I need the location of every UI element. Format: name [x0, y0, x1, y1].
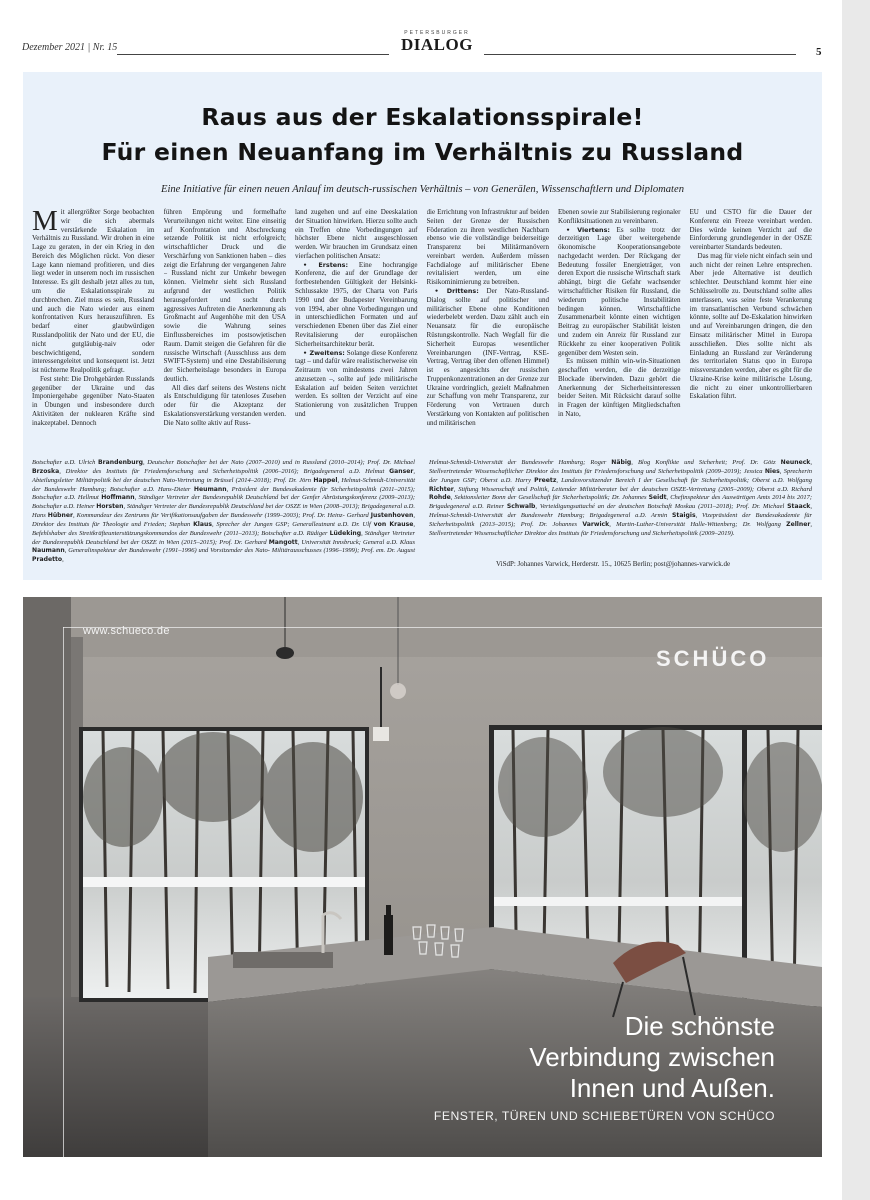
headline-line-2: Für einen Neuanfang im Verhältnis zu Russland — [101, 138, 744, 166]
slogan-line-1: Die schönste — [624, 1011, 775, 1041]
schueco-logo: SCHÜCO — [656, 646, 770, 671]
signatory-text: , Abteilungsleiter Militärpolitik bei der deutschen Nato-Vertretung in Brüssel (2014–2018); Prof. Dr. Jörn — [32, 467, 415, 484]
signatory-surname: Rohde — [429, 494, 451, 502]
issue-label: Dezember 2021 | Nr. 15 — [22, 42, 118, 53]
signatory-surname: Horsten — [96, 503, 124, 511]
signatory-text: , Ständiger Vertreter der Bundesrepublik Deutschland bei der Genfer Abrüstungskonferenz (2009–2013); Botschafter a.D. Heiner — [32, 494, 415, 511]
article-column-6 — [690, 208, 813, 455]
signatory-surname: Nies — [764, 467, 780, 475]
paragraph: • Drittens: Der Nato-Russland-Dialog sollte auf politischer und militärischer Ebene ohne Konditionen wiederbelebt werden. Dazu zählt auch ein Neuansatz für die europäische Rüstungskontrolle. Nach Wegfall für die Sicherheit Europas wesentlicher Vereinbarungen (INF-Vertrag, KSE-Vertrag, Vertrag über den offenen Himmel) ist es angesichts der russischen Truppenkonzentrationen an der Grenze zur Ukraine vordringlich, gezielt Maßnahmen zur Schaffung von mehr Transparenz, zur Förderung von Vertrauen durch Verstärkung von Kontakten auf politischen und militärischen — [426, 287, 549, 427]
signatory-surname: Zellner — [786, 520, 811, 528]
signatory-text: , Direktor des Instituts für Theologie und Frieden; Stephan — [32, 512, 415, 528]
paragraph: • Viertens: Es sollte trotz der derzeitigen Lage über weitergehende ökonomische Kooperationsangebote nachgedacht werden. Der Rückgang der Bedeutung fossiler Energieträger, von deren Export die russische Wirtschaft stark abhängt, birgt die Gefahr wachsender wirtschaftlicher Risiken für Russland, die wiederum politische Instabilitäten bedingen können. Wirtschaftliche Zusammenarbeit könnte einen wichtigen Beitrag zu europäischer Stabilität leisten und zudem ein Anreiz für Russland zur Rückkehr zu einer kooperativen Politik gegenüber dem Westen sein. — [558, 225, 681, 357]
signatory-text: , Landesvorsitzender Bereich I der Gesellschaft für Sicherheitspolitik; Oberst a.D. Wolfgang — [556, 476, 812, 484]
paragraph: EU und CSTO für die Dauer der Konferenz ein Freeze vereinbart werden. Dies würde keinen Verzicht auf die Einforderung grundlegender in der OSZE vereinbarter Standards bedeuten. — [689, 208, 812, 252]
signatory-surname: Naumann — [32, 547, 65, 555]
signatories-column-right — [429, 459, 812, 565]
ad-website-url[interactable]: www.schueco.de — [83, 625, 170, 637]
signatory-text: , Ständiger Vertreter der Bundesrepublik Deutschland bei der OSZE in Wien (2015–2015); Prof. Dr. Gerhard — [32, 529, 415, 546]
signatory-text: , Kommandeur des Zentrums für Verifikationsaufgaben der Bundeswehr (1999–2003); Prof. Dr. Heinz- Gerhard — [73, 512, 371, 520]
article-box — [23, 72, 822, 580]
slogan-line-2: Verbindung zwischen — [529, 1042, 775, 1072]
signatory-text: , Vizepräsident der Bundesakademie für Sicherheitspolitik (2013–2015); Prof. Dr. Johannes — [429, 512, 812, 528]
signatory-surname: von Krause — [373, 520, 414, 528]
signatory-surname: Richter — [429, 485, 454, 493]
signatory-text: , Verteidigungsattaché an der deutschen Botschaft Moskau (2011–2018); Prof. Dr. Michael — [535, 503, 788, 511]
article-column-4 — [427, 208, 550, 455]
signatory-surname: Justenhoven — [370, 512, 414, 520]
article-dek: Eine Initiative für einen neuen Anlauf im deutsch-russischen Verhältnis – von Generälen, Wissenschaftlern und Diplomaten — [160, 184, 685, 195]
masthead-title: DIALOG — [401, 35, 473, 54]
signatory-text: , Stellvertretender Wissenschaftlicher Direktor des Instituts für Friedensforschung und Sicherheitspolitik (2009–2019). — [429, 520, 813, 537]
signatory-text: , Präsident der Bundesakademie für Sicherheitspolitik (2011–2015); Botschafter a.D. Hellmut — [32, 485, 415, 502]
signatories — [32, 459, 812, 565]
paragraph: land zugehen und auf eine Deeskalation der Situation hinwirken. Hierzu sollte auch ein Treffen ohne Vorbedingungen auf höchster Ebene nicht ausgeschlossen werden. Wir brauchen im Grundsatz einen vierfachen politischen Ansatz: — [295, 208, 418, 260]
signatory-surname: Happel — [313, 476, 338, 484]
signatory-surname: Näbig — [611, 459, 632, 466]
paragraph: • Erstens: Eine hochrangige Konferenz, die auf der Grundlage der fortbestehenden Gültigkeit der Helsinki-Schlussakte 1975, der Charta von Paris 1990 und der Budapester Vereinbarung von 1994, aber ohne Vorbedingungen und in unterschiedlichen Formaten und auf verschiedenen Ebenen über das Ziel einer Revitalisierung der europäischen Sicherheitsarchitektur berät. — [295, 260, 418, 348]
page-edge — [842, 0, 870, 1200]
header-rule-right — [484, 54, 796, 55]
signatory-surname: Brzoska — [32, 467, 60, 475]
signatory-text: , Ständiger Vertreter der Bundesrepublik Deutschland bei der OSZE in Wien (2008–2013); Brigadegeneral a.D. Hans — [32, 503, 415, 520]
article-column-1 — [32, 208, 155, 455]
signatory-text: , Deutscher Botschafter bei der Nato (2007–2010) und in Russland (2010–2014); Prof. Dr. Michael — [143, 459, 415, 466]
paragraph: führen Empörung und formelhafte Verurteilungen nicht weiter. Eine einseitig auf Konfrontation und Abschreckung setzende Politik ist nicht erfolgreich; wirtschaftlicher Druck und die Verschärfung von Sanktionen haben – dies zeigt die Erfahrung der vergangenen Jahre – Russland nicht zur Umkehr bewegen können. Vielmehr sieht sich Russland aufgrund der westlichen Politik herausgefordert und sucht durch aggressives Auftreten die Anerkennung als Großmacht auf Augenhöhe mit den USA sowie die Wahrung seines Einflussbereiches im postsowjetischen Raum. Damit steigen die Gefahren für die russische Wirtschaft (Ausschluss aus dem SWIFT-System) und eine Destabilisierung der Sicherheitslage besonders in Europa deutlich. — [163, 208, 286, 383]
signatory-text: Botschafter a.D. Ulrich — [32, 459, 98, 466]
header-rule-left — [117, 54, 389, 55]
signatory-text: , Chefinspekteur des Auswärtigen Amts 2014 bis 2017; Brigadegeneral a.D. Reiner — [429, 494, 812, 511]
signatory-surname: Mangott — [268, 538, 298, 546]
signatory-text: , Helmut-Schmidt-Universität der Bundeswehr Hamburg; Botschafter a.D. Hans-Dieter — [32, 476, 416, 493]
masthead — [392, 30, 482, 54]
signatory-surname: Neuneck — [780, 459, 811, 466]
paragraph: Ebenen sowie zur Stabilisierung regionaler Konfliktsituationen zu vereinbaren. — [558, 208, 681, 225]
signatory-surname: Hoffmann — [101, 494, 135, 502]
paragraph: Mit allergrößter Sorge beobachten wir die sich abermals verstärkende Eskalation im Verhältnis zu Russland. Wir drohen in eine Lage zu geraten, in der ein Krieg in den Bereich des Möglichen rückt. Von dieser Lage kann niemand profitieren, und dies liegt weder in unserem noch im russischen Interesse. Es gilt deshalb jetzt alles zu tun, um die Eskalationsspirale zu durchbrechen. Ziel muss es sein, Russland und auch die Nato wieder aus einem konfrontativen Kurs herauszuführen. Es bedarf einer glaubwürdigen Russlandpolitik der Nato und der EU, die nicht gutgläubig-naiv oder beschwichtigend, sondern interessengeleitet und konsequent ist. Jetzt ist nüchterne Realpolitik gefragt. — [32, 208, 155, 375]
article-column-5 — [558, 208, 681, 455]
signatory-surname: Brandenburg — [98, 459, 144, 466]
signatory-surname: Staack — [787, 503, 811, 511]
ad-subline: FENSTER, TÜREN UND SCHIEBETÜREN VON SCHÜCO — [433, 1109, 775, 1123]
signatory-text: , Martin-Luther-Universität Halle-Wittenberg; Dr. Wolfgang — [609, 520, 787, 528]
signatory-text: , Generalinspekteur der Bundeswehr (1991–1996) und Vorsitzender des Nato- Militärausschusses (1996–1999); Prof. em. Dr. August — [64, 547, 415, 555]
signatory-surname: Klaus — [193, 520, 212, 528]
signatory-surname: Varwick — [582, 520, 610, 528]
visdp-imprint: ViSdP: Johannes Varwick, Herderstr. 15., 10625 Berlin; post@johannes-varwick.de — [496, 560, 731, 568]
signatory-text: , Sprecher der Jungen GSP; Generalleutnant a.D. Dr. Ulf — [211, 520, 374, 528]
article-column-3 — [295, 208, 418, 455]
schueco-advertisement[interactable] — [23, 597, 822, 1157]
signatory-text: , Stellvertretender Wissenschaftlicher Direktor des Instituts für Friedensforschung und Sicherheitspolitik (2009–2019); Jessica — [429, 459, 812, 475]
headline-line-1: Raus aus der Eskalationsspirale! — [201, 103, 644, 131]
point-label: • Erstens: — [303, 260, 349, 269]
signatory-text: , Blog Konflikte und Sicherheit; Prof. Dr. Götz — [631, 459, 781, 466]
masthead-subtitle: PETERSBURGER — [404, 30, 470, 36]
signatory-surname: Pradetto — [32, 556, 63, 564]
signatories-column-left — [32, 459, 415, 565]
signatory-text: , Befehlshaber des Streitkräfteunterstützungskommandos der Bundeswehr (2011–2013); Botschafter a.D. Rüdiger — [32, 520, 415, 537]
signatory-surname: Hübner — [47, 512, 73, 520]
signatory-text: , Direktor des Instituts für Friedensforschung und Sicherheitspolitik (2006–2016); Brigadegeneral a.D. Helmut — [59, 467, 390, 475]
paragraph: Es müssen mithin win-win-Situationen geschaffen werden, die die derzeitige Blockade überwinden. Dazu gehört die Anerkennung der Sicherheitsinteressen beider Seiten. Mit Rücksicht darauf sollte in Fragen der künftigen Mitgliedschaften in Nato, — [558, 357, 681, 418]
signatory-surname: Schwalb — [506, 503, 536, 511]
signatory-text: , Sektionsleiter Bonn der Gesellschaft für Sicherheitspolitik; Dr. Johannes — [450, 494, 649, 502]
signatory-text: , Helmut-Schmidt-Universität der Bundeswehr Hamburg; Brigadegeneral a.D. Armin — [429, 503, 812, 520]
signatory-surname: Seidt — [648, 494, 667, 502]
article-column-2 — [164, 208, 287, 455]
signatory-text: , Universität Innsbruck; General a.D. Klaus — [297, 538, 415, 546]
signatory-surname: Preetz — [534, 476, 557, 484]
drop-cap: M — [32, 208, 58, 237]
signatory-text: Helmut-Schmidt-Universität der Bundeswehr Hamburg; Roger — [429, 459, 612, 466]
paragraph: All dies darf seitens des Westens nicht als Entschuldigung für tatenloses Zusehen oder für die Akzeptanz der Eskalationsverstärkung verstanden werden. Die Nato sollte aktiv auf Russ- — [163, 383, 286, 427]
signatory-text: , — [62, 556, 64, 564]
signatory-surname: Ganser — [389, 467, 414, 475]
article-columns — [32, 208, 812, 455]
signatory-surname: Heumann — [193, 485, 227, 493]
paragraph: Das mag für viele nicht einfach sein und auch nicht der reinen Lehre entsprechen. Aber jede Alternative ist deutlich schlechter. Deutschland kommt hier eine Schlüsselrolle zu. Deutschland sollte alles unterlassen, was seine feste Verankerung im transatlantischen Verbund schwächen könnte, sollte auf De-Eskalation hinwirken und auf Vereinbarungen dringen, die den Einsatz militärischer Mittel in Europa ausschließen. Dies sollte nicht als Einladung an Russland zur Veränderung des territorialen Status quo in Europa missverstanden werden, aber es gibt für die Ukraine-Krise keine militärische Lösung, die nicht zu einer unkontrollierbaren Eskalation führt. — [689, 251, 812, 401]
paragraph: Fest steht: Die Drohgebärden Russlands gegenüber der Ukraine und das Imponiergehabe gegenüber Nato-Staaten in Übungen und insbesondere durch Aktivitäten der nuklearen Kräfte sind inakzeptabel. Dennoch — [32, 374, 155, 427]
point-label: • Drittens: — [434, 287, 479, 296]
page-number: 5 — [816, 46, 822, 58]
article-headline — [23, 100, 822, 170]
ad-slogan — [529, 1011, 775, 1104]
point-label: • Viertens: — [566, 225, 610, 234]
paragraph: die Errichtung von Infrastruktur auf beiden Seiten der Grenze der Russischen Föderation zu ihren westlichen Nachbarn ebenso wie die vollständige beiderseitige Transparenz bei Militärmanövern vereinbart werden. Außerdem müssen Fachdialoge auf militärischer Ebene revitalisiert werden, um eine Risikominimierung zu betreiben. — [426, 208, 549, 287]
page-header — [22, 30, 822, 62]
point-label: • Zweitens: — [303, 348, 345, 357]
signatory-surname: Lüdeking — [329, 529, 362, 537]
signatory-text: , Sprecherin der Jungen GSP; Oberst a.D. Harry — [429, 467, 813, 484]
signatory-surname: Staigis — [672, 512, 696, 520]
paragraph: • Zweitens: Solange diese Konferenz tagt – und dafür wäre realistischerweise ein Zeitraum von mindestens zwei Jahren anzusetzen –, sollte auf jede militärische Eskalation auf beiden Seiten verzichtet werden. Es sollten der Verzicht auf eine Stationierung von zusätzlichen Truppen und — [295, 348, 418, 418]
slogan-line-3: Innen und Außen. — [569, 1073, 775, 1103]
signatory-text: , Stiftung Wissenschaft und Politik, Leitender Militärberater bei der deutschen OSZE-Vertretung (2005–2009); Oberst a.D. Richard — [453, 485, 812, 493]
